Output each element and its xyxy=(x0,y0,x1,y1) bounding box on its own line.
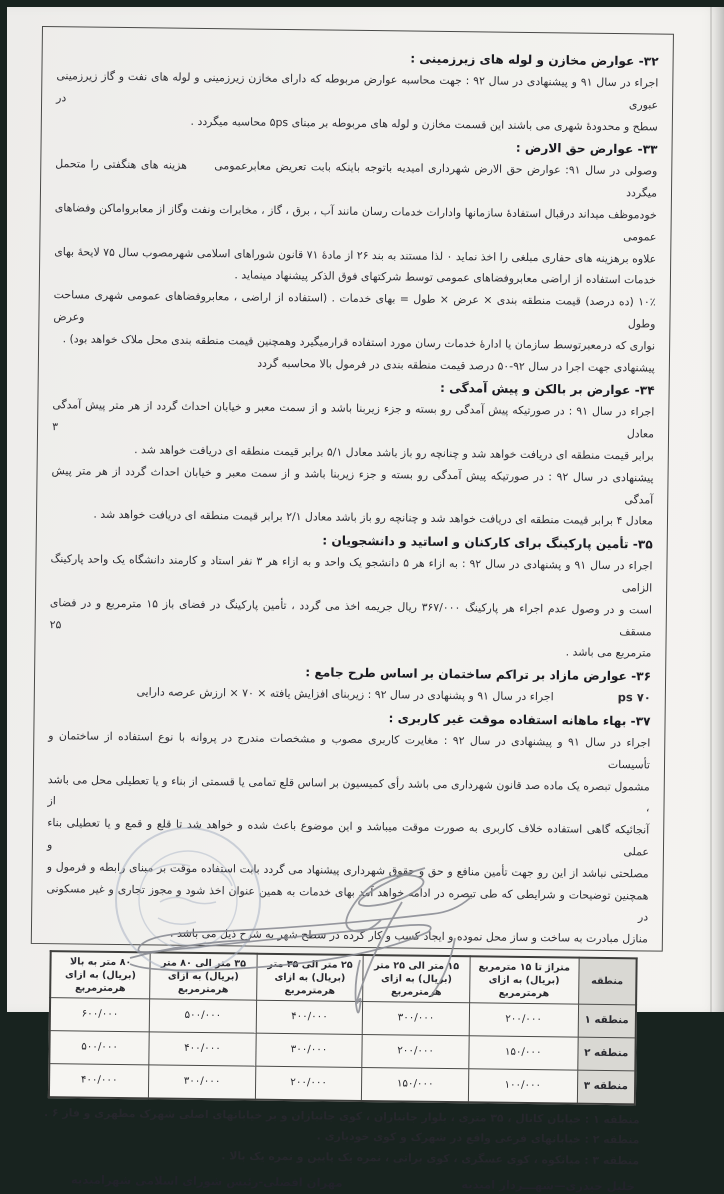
header-25-35: ۲۵ متر الی ۳۵ متر (بریال) به ازای هرمترمربع xyxy=(256,954,363,1002)
rate-cell: ۱۵۰/۰۰۰ xyxy=(469,1036,578,1070)
mayor-signature-name: خلیل حیدری—شهـــردار امیدیه xyxy=(461,1177,635,1194)
signature-block xyxy=(71,1173,635,1194)
section-32-line: سطح و محدودهٔ شهری می باشند این قسمت مخازن و لوله های مربوطه بر مبنای ۵ps محاسبه میگردد . xyxy=(190,114,658,134)
rate-cell: ۲۰۰/۰۰۰ xyxy=(362,1034,469,1068)
section-33-line: نواری که درمعبرتوسط سازمان یا ادارهٔ خدمات رسان مورد استفاده قرارمیگیرد وهمچنین قیمت منطقه بندی محل ملاک خواهد بود) . xyxy=(62,332,656,353)
section-35-line: است و در وصول عدم اجراء هر پارکینگ ۳۶۷/۰۰۰ ریال جریمه اخذ می گردد ، تأمین پارکینگ در فضای باز ۱۵ مترمربع و در فضای مسقف ۲۵ xyxy=(49,595,652,639)
rate-cell: ۴۰۰/۰۰۰ xyxy=(256,1000,363,1034)
zone-definitions xyxy=(43,1103,640,1172)
section-32-title: ۳۲- عوارض مخازن و لوله های زیرزمینی : xyxy=(410,51,659,69)
section-37-line: مشمول تبصره یک ماده صد قانون شهرداری می باشد رأی کمیسیون بر اساس قلع تمامی یا قسمتی از بناء و یا تعطیلی محل می باشد ، از xyxy=(47,772,650,815)
section-35-title: ۳۵- تأمین پارکینگ برای کارکنان و اساتید و دانشجویان : xyxy=(322,533,653,552)
header-35-80: ۳۵ متر الی ۸۰ متر (بریال) به ازای هرمترمربع xyxy=(150,952,257,1000)
zone-3-label: منطقه ۳ xyxy=(577,1070,635,1104)
section-36-formula-line: اجراء در سال ۹۱ و پشنهادی در سال ۹۲ : زیربنای افزایش یافته × ۷۰ × ارزش عرصه دارایی xyxy=(136,685,554,704)
paper-edge-shadow xyxy=(710,7,712,1012)
rate-cell: ۲۰۰/۰۰۰ xyxy=(255,1066,362,1101)
section-34-balcony-fees xyxy=(51,373,655,533)
rate-cell: ۶۰۰/۰۰۰ xyxy=(50,998,150,1032)
section-34-line: اجراء در سال ۹۱ : در صورتیکه پیش آمدگی رو بسته و جزء زیربنا باشد و از سمت معبر و خیابان احداث گردد از هر متر پیش آمدگی معادل ۳ xyxy=(52,398,655,441)
rate-cell: ۱۵۰/۰۰۰ xyxy=(362,1067,469,1102)
rate-cell: ۳۰۰/۰۰۰ xyxy=(363,1001,470,1035)
rate-cell: ۱۰۰/۰۰۰ xyxy=(468,1069,577,1104)
table-row xyxy=(49,1064,635,1105)
section-33-line: خودموظف میداند درقبال استفادهٔ سازمانها وادارات خدمات رسان مانند آب ، برق ، گاز ، مخابرات ونفت وگاز از معابرواماکن وفضاهای عمومی xyxy=(54,201,657,244)
zone-2-definition: منطقه ۲ : خیابانهای فرعی واقع در شهرک و کوی خودیاری . xyxy=(316,1129,640,1147)
section-33-line: وصولی در سال ۹۱: عوارض حق الارض شهرداری امیدیه باتوجه باینکه بابت تعریض معابرعمومی هزینه های هنگفتی را متحمل میگردد xyxy=(55,157,658,200)
section-37-temporary-use-fee xyxy=(46,703,651,950)
section-33-line: خدمات استفاده از اراضی معابروفضاهای عمومی توسط شرکتهای فوق الذکر پیشنهاد مینماید . xyxy=(234,268,657,287)
section-36-excess-density xyxy=(49,658,651,709)
table-header-row xyxy=(50,951,637,1005)
section-32-line: اجراء در سال ۹۱ و پیشنهادی در سال ۹۲ : جهت محاسبه عوارض مربوطه که دارای مخازن زیرزمینی و لوله های نفت و گاز زیرزمینی عبوری در xyxy=(56,69,659,112)
zone-1-label: منطقه ۱ xyxy=(578,1004,636,1038)
rate-cell: ۳۰۰/۰۰۰ xyxy=(149,1065,256,1100)
section-35-line: اجراء در سال ۹۱ و پشنهادی در سال ۹۲ : به ازاء هر ۵ دانشجو یک واحد و به ازاء هر ۳ نفر استاد و کارمند دانشگاه یک واحد پارکینگ الزامی xyxy=(50,552,653,595)
zone-2-label: منطقه ۲ xyxy=(577,1037,635,1071)
rate-cell: ۵۰۰/۰۰۰ xyxy=(149,999,256,1033)
section-34-title: ۳۴- عوارض بر بالکن و پیش آمدگی : xyxy=(439,381,655,398)
section-33-right-of-way xyxy=(53,132,658,379)
zone-3-definition: منطقه ۳ : میانکوه ، کوی عسگری ، کوی براتی ، نمره یک پایین و نمره یک بالا . xyxy=(221,1149,640,1168)
section-33-line: علاوه برهزینه های حفاری مبلغی را اخذ نماید ۰ لذا مستند به بند ۲۶ از مادهٔ ۷۱ قانون شوراهای اسلامی شهرمصوب سال ۷۵ لایحهٔ بهای xyxy=(54,244,657,266)
zone-rates-table xyxy=(48,950,638,1105)
header-15-25: ۱۵ متر الی ۲۵ متر (بریال) به ازای هرمترمربع xyxy=(363,955,470,1003)
section-37-line: آنجائیکه گاهی استفاده خلاف کاربری به صورت موقت میباشد و این موضوع باعث شده و خواهد شد تا قلع و قمع و یا تعطیلی بناء عملی و xyxy=(46,816,650,859)
rate-cell: ۴۰۰/۰۰۰ xyxy=(149,1032,256,1066)
rate-cell: ۴۰۰/۰۰۰ xyxy=(49,1064,149,1099)
section-36-title: ۳۶- عوارض مازاد بر تراکم ساختمان بر اساس طرح جامع : xyxy=(305,665,652,684)
section-34-line: معادل ۴ برابر قیمت منطقه ای دریافت خواهد شد و چنانچه رو باز باشد معادل ۲/۱ برابر قیمت منطقه ای دریافت خواهد شد . xyxy=(93,508,654,528)
section-37-line: مصلحتی نباشد از این رو جهت تأمین منافع و حق و حقوق شهرداری پیشنهاد می گردد بابت استفاده موقت بر مبنای رابطه و فرمول و xyxy=(46,859,649,881)
header-zone: منطقه xyxy=(578,958,637,1005)
section-34-line: برابر قیمت منطقه ای دریافت خواهد شد و چنانچه رو باز باشد معادل ۵/۱ برابر قیمت منطقه ای دریافت خواهد شد . xyxy=(134,443,654,463)
section-34-line: پیشنهادی در سال ۹۲ : در صورتیکه پیش آمدگی رو بسته و جزء زیربنا باشد و از سمت معبر و خیابان احداث گردد از هر متر پیش آمدگی xyxy=(51,463,654,507)
header-80-up: ۸۰ متر به بالا (بریال) به ازای هرمترمربع xyxy=(50,951,150,999)
section-32-underground-tanks xyxy=(56,43,659,138)
section-33-line: پیشنهادی جهت اجرا در سال ۹۲-۵۰ درصد قیمت منطقه بندی در فرمول بالا محاسبه گردد xyxy=(257,356,655,375)
section-37-line: اجراء در سال ۹۱ و پیشنهادی در سال ۹۲ : مغایرت کاربری مصوب و مشخصات مندرج در پروانه با نوع استفاده از ساختمان و تأسیسات xyxy=(48,729,651,772)
rate-cell: ۳۰۰/۰۰۰ xyxy=(256,1033,363,1067)
section-35-parking xyxy=(49,526,653,664)
section-37-title: ۳۷- بهاء ماهانه استفاده موقت غیر کاربری : xyxy=(388,711,651,729)
section-35-line: مترمربع می باشد . xyxy=(565,645,652,660)
section-37-line: همچنین توضیحات و شرایطی که طی تبصره در ادامه خواهد آمد بهای خدمات به همین عنوان اخذ شود و مجوز تجاری و غیر مسکونی در xyxy=(46,881,649,924)
section-33-title: ۳۳- عوارض حق الارض : xyxy=(515,141,658,157)
rate-cell: ۲۰۰/۰۰۰ xyxy=(469,1003,578,1037)
section-36-coefficient-value: ۷۰ ps xyxy=(617,690,651,705)
document-border-frame xyxy=(31,26,674,1194)
council-head-signature-name: مهران افضلی-رئیس شورای اسلامی شهرامیدیه xyxy=(70,1172,343,1191)
section-37-line: منازل مبادرت به ساخت و ساز محل نموده و ایجاد کسب و کار کرده در سطح شهر به شرح ذیل می باشد . xyxy=(169,926,648,946)
zone-1-definition: منطقه ۱ : خیابان کانال ، ۳۵ متری ، بلوار جانبازان ، کوی جانبازان و بر خیابانهای اصلی شهرک مطهری و فاز ۶ . xyxy=(43,1105,640,1127)
rate-cell: ۵۰۰/۰۰۰ xyxy=(49,1031,149,1065)
header-upto-15: متراژ تا ۱۵ مترمربع (بریال) به ازای هرمترمربع xyxy=(470,956,579,1004)
section-33-formula-line: ۱۰٪ (ده درصد) قیمت منطقه بندی × عرض × طول = بهای خدمات . (استفاده از اراضی ، معابروفضاهای عمومی شهری مساحت وطول وعرض xyxy=(53,288,656,331)
